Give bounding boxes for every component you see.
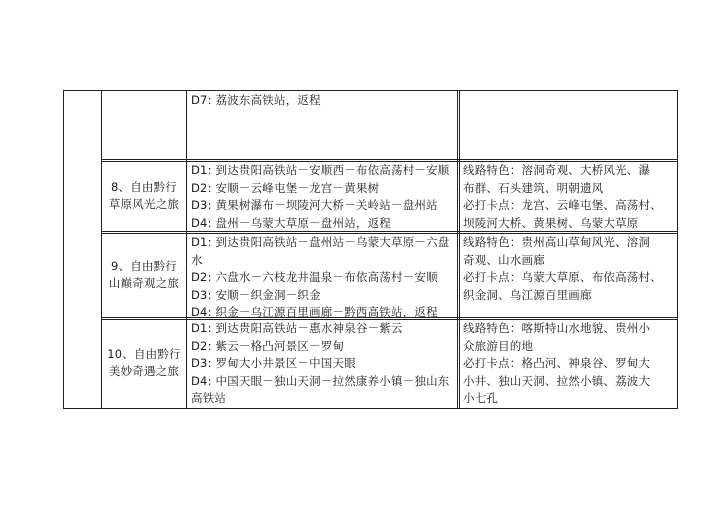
col-divider [186, 90, 187, 409]
schedule-line: D3: 安顺－织金洞－织金 [191, 287, 321, 302]
schedule-line: D1: 到达贵阳高铁站－盘州站－乌蒙大草原－六盘 [191, 235, 450, 249]
features-cell [463, 320, 650, 408]
features-line: 线路特色：溶洞奇观、大桥风光、瀑 [463, 163, 651, 177]
features-line: 线路特色：贵州高山草甸风光、溶洞 [463, 235, 651, 249]
schedule-line: D4: 中国天眼－独山天洞－拉然康养小镇－独山东 [191, 373, 450, 388]
table-border-right [677, 90, 678, 409]
table-border-bottom [63, 408, 678, 409]
schedule-line: D3: 罗甸大小井景区－中国天眼 [191, 356, 356, 371]
schedule-cell [191, 320, 450, 408]
schedule-line: 水 [191, 252, 203, 267]
table-border-top [63, 90, 678, 91]
features-line: 必打卡点：乌蒙大草原、布依高荡村、 [463, 270, 662, 285]
features-line: 奇观、山水画廊 [463, 252, 545, 267]
schedule-line: D7: 荔波东高铁站，返程 [191, 93, 321, 107]
features-line: 织金洞、乌江源百里画廊 [463, 287, 592, 302]
route-title [102, 179, 186, 213]
schedule-line: D1: 到达贵阳高铁站－惠水神泉谷－紫云 [191, 321, 403, 335]
schedule-cell [191, 234, 450, 322]
features-line: 必打卡点：龙宫、云峰屯堡、高荡村、 [463, 198, 662, 213]
route-title-line: 美妙奇遇之旅 [108, 364, 180, 378]
route-title-line: 草原风光之旅 [108, 197, 180, 211]
table-border-left [63, 90, 64, 409]
features-line: 小井、独山天洞、拉然小镇、荔波大 [463, 373, 651, 388]
features-line: 众旅游目的地 [463, 338, 534, 353]
route-title-line: 8、自由黔行 [110, 180, 178, 194]
schedule-line: D1: 到达贵阳高铁站－安顺西－布依高荡村－安顺 [191, 163, 450, 177]
col-divider [459, 90, 460, 409]
schedule-line: D3: 黄果树瀑布－坝陵河大桥－关岭站－盘州站 [191, 198, 438, 213]
schedule-cell [191, 162, 450, 232]
route-title-line: 9、自由黔行 [110, 259, 178, 273]
features-line: 必打卡点：格凸河、神泉谷、罗甸大 [463, 356, 651, 371]
schedule-line: D4: 盘州－乌蒙大草原－盘州站，返程 [191, 215, 392, 230]
col-divider [457, 90, 458, 409]
schedule-line: D2: 安顺－云峰屯堡－龙宫－黄果树 [191, 180, 380, 195]
route-title-line: 山巅奇观之旅 [108, 276, 180, 290]
route-title-line: 10、自由黔行 [107, 347, 181, 361]
schedule-line: 高铁站 [191, 391, 227, 406]
schedule-line: D2: 紫云－格凸河景区－罗甸 [191, 338, 345, 353]
features-line: 布群、石头建筑、明朝遗风 [463, 180, 604, 195]
features-line: 线路特色：喀斯特山水地貌、贵州小 [463, 321, 651, 335]
schedule-line: D4: 织金－乌江源百里画廊－黔西高铁站，返程 [191, 305, 438, 320]
features-cell [463, 162, 662, 232]
schedule-line: D2: 六盘水－六枝龙井温泉－布依高荡村－安顺 [191, 270, 438, 285]
features-line: 坝陵河大桥、黄果树、乌蒙大草原 [463, 215, 639, 230]
schedule-cell [191, 92, 321, 110]
route-title [102, 346, 186, 380]
route-title [102, 258, 186, 292]
features-line: 小七孔 [463, 391, 499, 406]
features-cell [463, 234, 662, 304]
